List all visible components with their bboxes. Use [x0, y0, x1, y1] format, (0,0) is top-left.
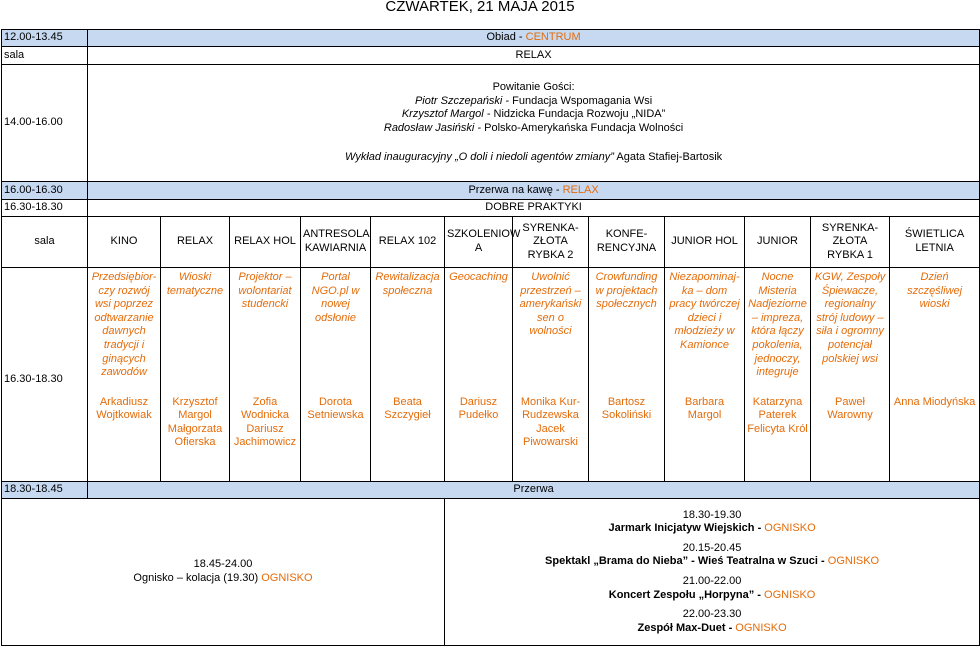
lecture-line — [90, 151, 977, 165]
rooms-label: sala — [2, 217, 88, 268]
speaker-cell: Bartosz Sokoliński — [589, 392, 665, 482]
speaker-cell: Dariusz Pudełko — [445, 392, 513, 482]
welcome-line: Radosław Jasiński - Polsko-Amerykańska Fundacja Wolności — [383, 121, 684, 134]
room-junior-hol: JUNIOR HOL — [665, 217, 745, 268]
topic-cell: Dzień szczęśliwej wioski — [890, 268, 980, 392]
speaker-cell: Dorota Setniewska — [301, 392, 371, 482]
speaker-cell: Katarzyna Paterek Felicyta Król — [745, 392, 811, 482]
room-kino: KINO — [88, 217, 161, 268]
topic-cell: Niezapominaj-ka – dom pracy twórczej dzieci i młodzieży w Kamionce — [665, 268, 745, 392]
good-practices-label: DOBRE PRAKTYKI — [88, 200, 980, 217]
page-title: CZWARTEK, 21 MAJA 2015 — [385, 0, 575, 15]
rooms-row — [2, 217, 980, 268]
speaker-cell: Paweł Warowny — [811, 392, 890, 482]
room-relax: RELAX — [161, 217, 230, 268]
lunch-place: CENTRUM — [525, 31, 581, 44]
room-syrenka-1: SYRENKA-ZŁOTA RYBKA 1 — [811, 217, 890, 268]
welcome-cell — [88, 65, 980, 182]
speaker-cell: Zofia Wodnicka Dariusz Jachimowicz — [230, 392, 301, 482]
welcome-line: Krzysztof Margol - Nidzicka Fundacja Rozwoju „NIDA” — [401, 108, 666, 121]
speaker-cell: Krzysztof Margol Małgorzata Ofierska — [161, 392, 230, 482]
topics-time: 16.30-18.30 — [2, 268, 88, 392]
coffee-cell: Przerwa na kawę - RELAX — [88, 182, 980, 200]
topic-cell: Nocne Misteria Nadjeziorne – impreza, która łączy pokolenia, jednoczy, integruje — [745, 268, 811, 392]
coffee-place: RELAX — [562, 183, 599, 196]
bonfire-line: Ognisko – kolacja (19.30) OGNISKO — [133, 572, 313, 584]
topic-cell: Geocaching — [445, 268, 513, 392]
lunch-row — [2, 30, 980, 47]
topic-cell: KGW, Zespoły Śpiewacze, regionalny strój ludowy – siła i ogromny potencjał polskiej wsi — [811, 268, 890, 392]
speaker-cell: Arkadiusz Wojtkowiak — [88, 392, 161, 482]
room-relax-102: RELAX 102 — [371, 217, 445, 268]
lecture-speaker: Agata Stafiej-Bartosik — [613, 151, 723, 164]
topics-row — [2, 268, 980, 392]
sala-row — [2, 47, 980, 65]
topic-cell: Przedsiębior-czy rozwój wsi poprzez odtwarzanie dawnych tradycji i ginących zawodów — [88, 268, 161, 392]
topic-cell: Rewitalizacja społeczna — [371, 268, 445, 392]
coffee-row — [2, 182, 980, 200]
welcome-heading: Powitanie Gości: — [492, 81, 575, 94]
room-antresola: ANTRESOLA KAWIARNIA — [301, 217, 371, 268]
topic-cell: Wioski tematyczne — [161, 268, 230, 392]
room-syrenka-2: SYRENKA-ZŁOTA RYBKA 2 — [513, 217, 589, 268]
evening-row — [2, 499, 980, 646]
topic-cell: Crowfunding w projektach społecznych — [589, 268, 665, 392]
evening-event: 18.30-19.30 Jarmark Inicjatyw Wiejskich - OGNISKO — [608, 508, 816, 535]
coffee-time: 16.00-16.30 — [2, 182, 88, 200]
room-konferencyjna: KONFE-RENCYJNA — [589, 217, 665, 268]
evening-event: 21.00-22.00 Koncert Zespołu „Horpyna” - OGNISKO — [608, 575, 816, 601]
bonfire-time: 18.45-24.00 — [193, 558, 253, 571]
lunch-time: 12.00-13.45 — [2, 30, 88, 47]
speaker-cell: Anna Miodyńska — [890, 392, 980, 482]
bonfire-place: OGNISKO — [261, 572, 313, 584]
speaker-cell: Barbara Margol — [665, 392, 745, 482]
speaker-cell: Monika Kur-Rudzewska Jacek Piwowarski — [513, 392, 589, 482]
lunch-cell — [88, 30, 980, 47]
sala-value: RELAX — [88, 47, 980, 65]
topic-cell: Projektor – wolontariat studencki — [230, 268, 301, 392]
room-junior: JUNIOR — [745, 217, 811, 268]
room-relax-hol: RELAX HOL — [230, 217, 301, 268]
break-time: 18.30-18.45 — [2, 482, 88, 499]
evening-event: 20.15-20.45 Spektakl „Brama do Nieba” - Wieś Teatralna w Szuci - OGNISKO — [545, 541, 880, 568]
good-practices-time: 16.30-18.30 — [2, 200, 88, 217]
break-row — [2, 482, 980, 499]
room-szkoleniowa: SZKOLENIOW A — [445, 217, 513, 268]
welcome-time: 14.00-16.00 — [2, 65, 88, 182]
bonfire-cell — [2, 499, 445, 646]
evening-event: 22.00-23.30 Zespół Max-Duet - OGNISKO — [637, 608, 787, 634]
welcome-row — [2, 65, 980, 182]
sala-label: sala — [2, 47, 88, 65]
lunch-label: Obiad - — [486, 31, 526, 44]
good-practices-row — [2, 200, 980, 217]
schedule-table — [1, 29, 980, 646]
lecture-title: Wykład inauguracyjny „O doli i niedoli agentów zmiany” — [344, 151, 614, 164]
topic-cell: Uwolnić przestrzeń – amerykański sen o wolności — [513, 268, 589, 392]
break-label: Przerwa — [88, 482, 980, 499]
topic-cell: Portal NGO.pl w nowej odsłonie — [301, 268, 371, 392]
welcome-line: Piotr Szczepański - Fundacja Wspomagania Wsi — [414, 94, 653, 107]
speaker-cell: Beata Szczygieł — [371, 392, 445, 482]
speakers-row — [2, 392, 980, 482]
room-swietlica: ŚWIETLICA LETNIA — [890, 217, 980, 268]
evening-events-cell — [445, 499, 980, 646]
